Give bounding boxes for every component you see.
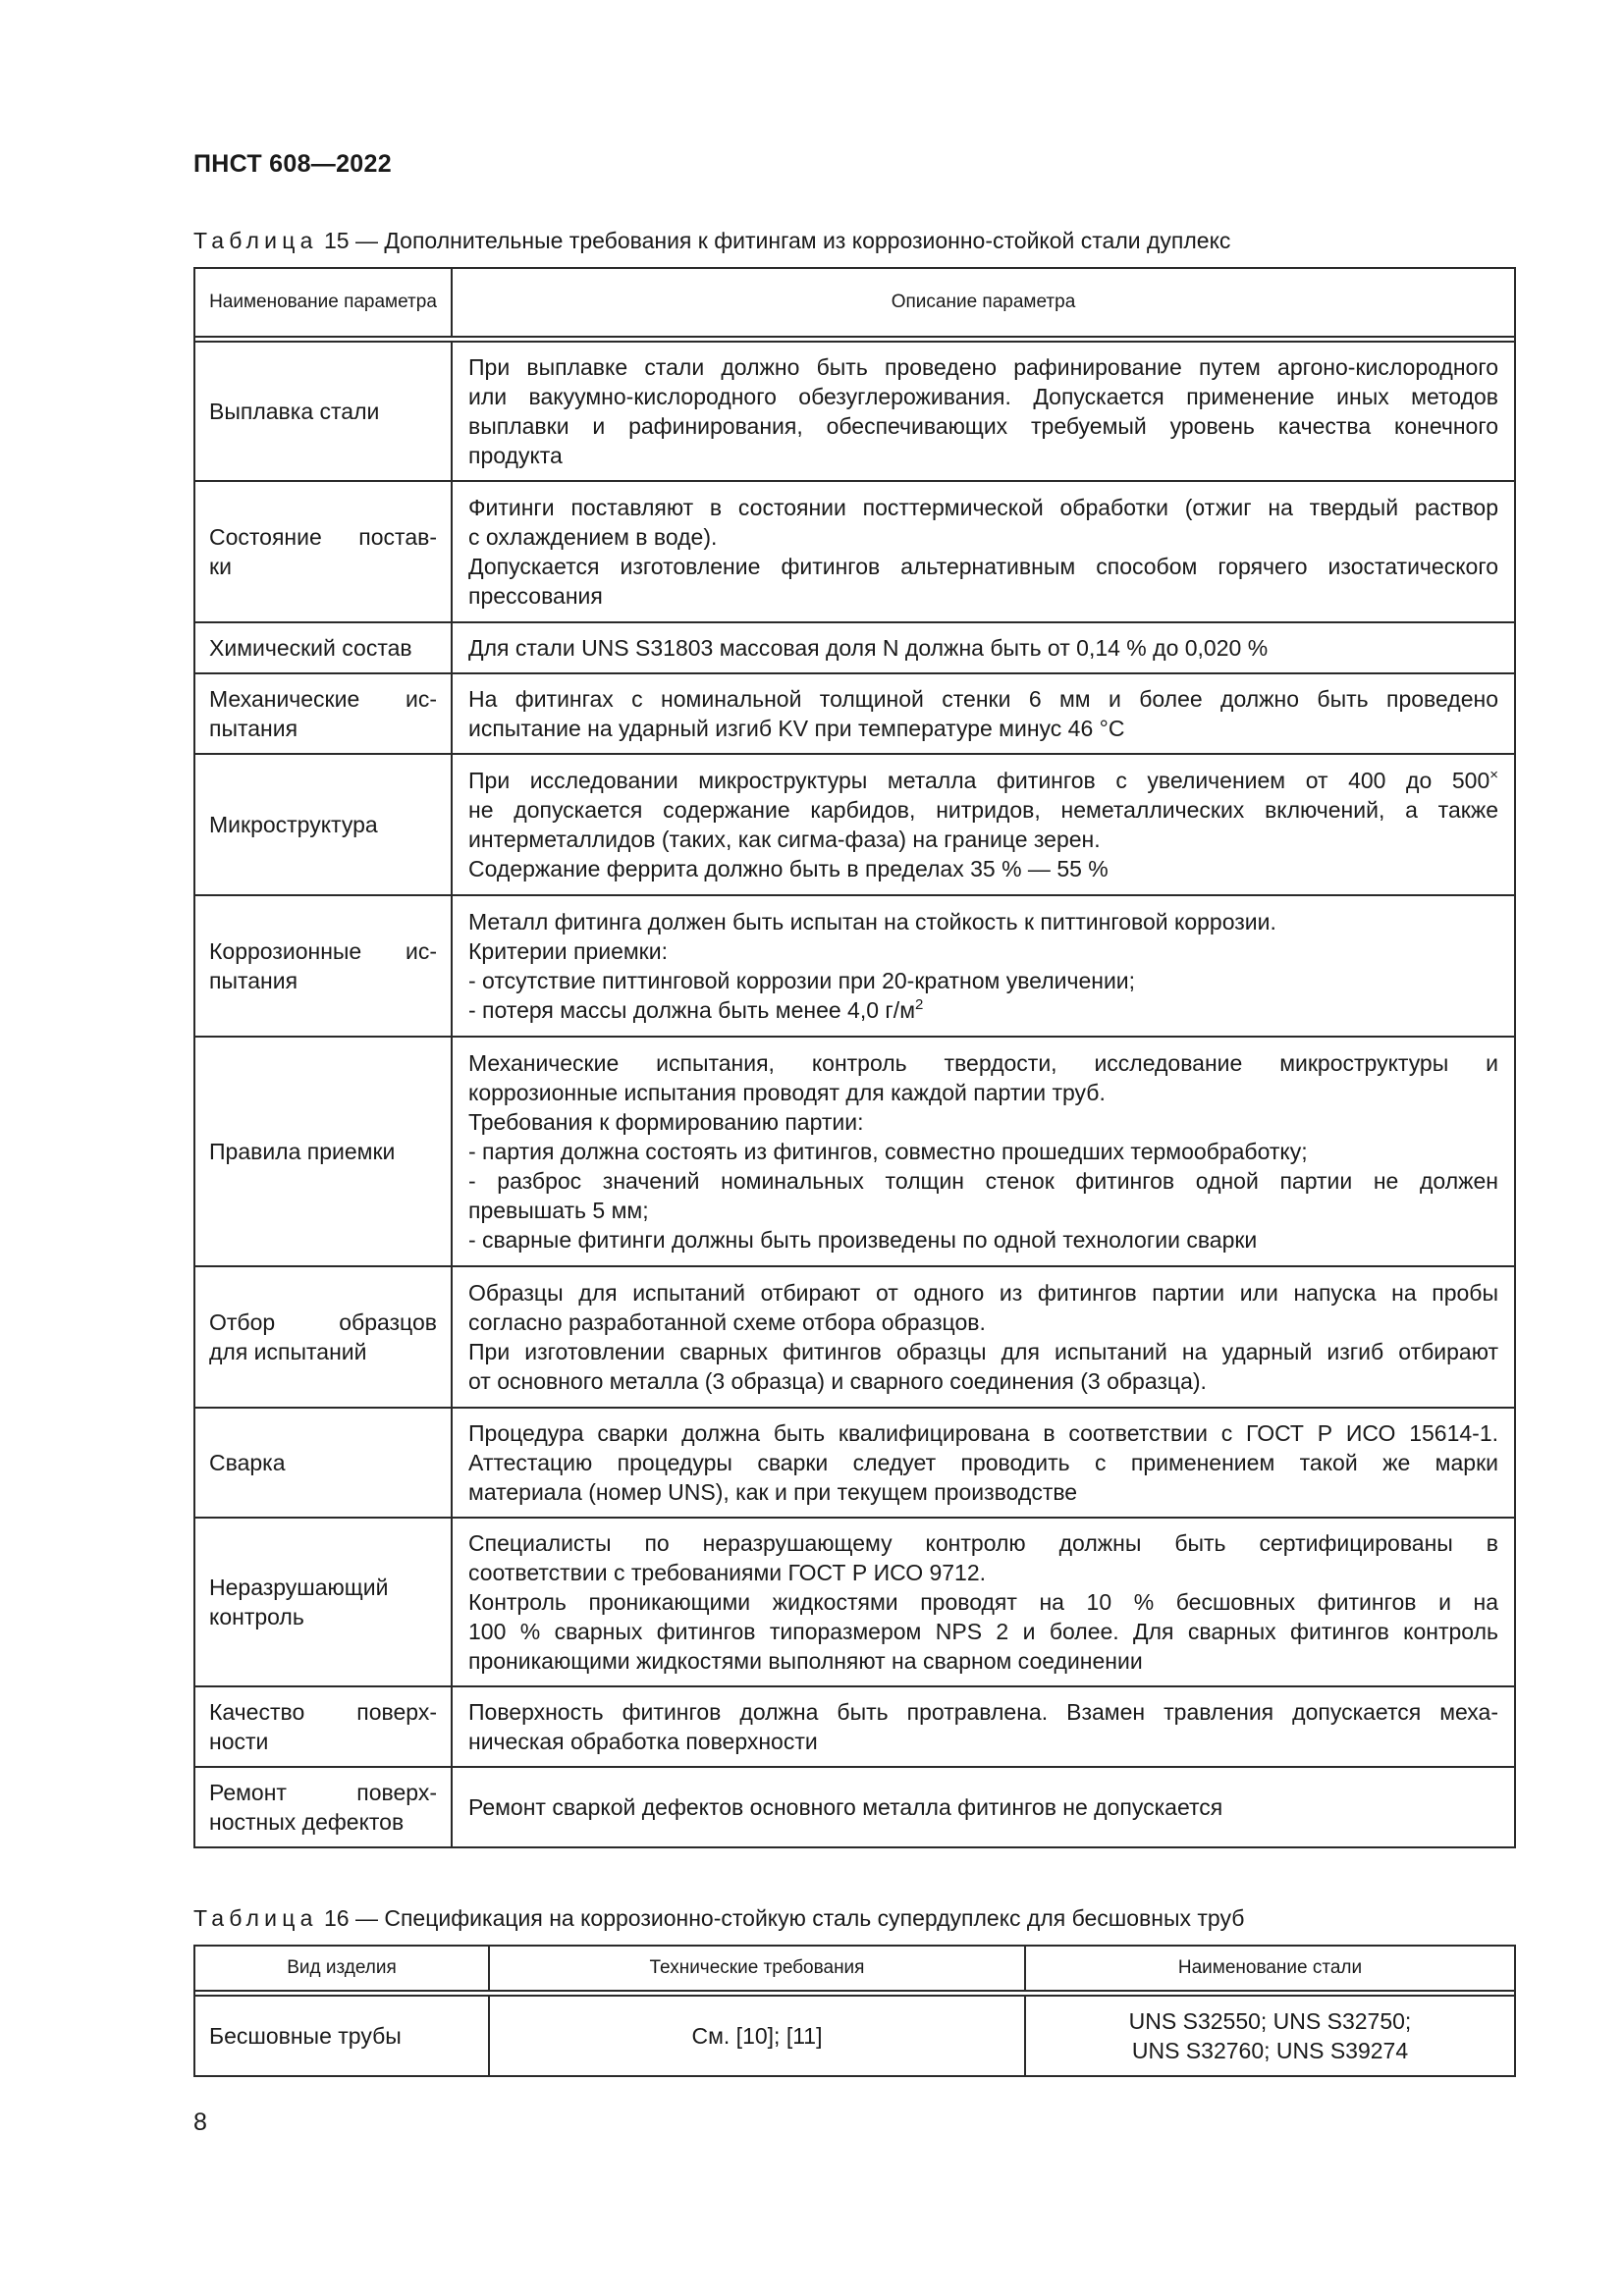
table-row [194, 895, 1515, 1037]
desc-cell [452, 481, 1515, 622]
table-row [194, 1408, 1515, 1518]
desc-line: Требования к формированию партии: [468, 1109, 864, 1135]
desc-text: При исследовании микроструктуры металла фитингов с увеличением от 400 до 500 [468, 768, 1490, 793]
param-cell [194, 1767, 452, 1847]
desc-cell [452, 673, 1515, 754]
param-cell [194, 1408, 452, 1518]
desc-line: коррозионные испытания проводят для каждой партии труб. [468, 1080, 1106, 1105]
table15-caption [193, 228, 1230, 254]
param-line: Сварка [209, 1450, 286, 1475]
superscript: × [1489, 767, 1498, 783]
param-cell [194, 1518, 452, 1686]
desc-line: Поверхность фитингов должна быть протравлена. Взамен травления допускается меха- [468, 1699, 1498, 1725]
desc-line: Для стали UNS S31803 массовая доля N должна быть от 0,14 % до 0,020 % [468, 635, 1269, 661]
table15 [193, 267, 1516, 1848]
param-line: Отбор образцов [209, 1309, 437, 1335]
desc-cell [452, 1408, 1515, 1518]
param-line: ностных дефектов [209, 1809, 405, 1835]
desc-cell [452, 1518, 1515, 1686]
desc-line: согласно разработанной схеме отбора образцов. [468, 1309, 986, 1335]
param-cell [194, 481, 452, 622]
desc-cell [452, 1037, 1515, 1266]
desc-line [468, 995, 1498, 1025]
desc-line: Контроль проникающими жидкостями проводят на 10 % бесшовных фитингов и на [468, 1589, 1498, 1615]
desc-cell [452, 1686, 1515, 1767]
product-cell: Бесшовные трубы [194, 1996, 489, 2076]
desc-line: - партия должна состоять из фитингов, совместно прошедших термообработку; [468, 1139, 1308, 1164]
param-line: пытания [209, 968, 298, 993]
desc-line: ническая обработка поверхности [468, 1729, 818, 1754]
table16-header-product: Вид изделия [194, 1946, 489, 1991]
table-row [194, 1037, 1515, 1266]
desc-line: - сварные фитинги должны быть произведены по одной технологии сварки [468, 1227, 1258, 1253]
param-cell [194, 622, 452, 673]
param-line: Неразрушающий [209, 1575, 389, 1600]
table-row [194, 622, 1515, 673]
param-line: ности [209, 1729, 269, 1754]
desc-line: материала (номер UNS), как и при текущем производстве [468, 1479, 1078, 1505]
table-row [194, 1767, 1515, 1847]
param-line: Ремонт поверх- [209, 1780, 437, 1805]
table-row [194, 342, 1515, 481]
table-row [194, 673, 1515, 754]
desc-line: Фитинги поставляют в состоянии посттермической обработки (отжиг на твердый раствор [468, 495, 1498, 520]
param-line: Химический состав [209, 635, 412, 661]
param-cell [194, 754, 452, 895]
desc-cell [452, 1266, 1515, 1408]
table15-header-param: Наименование параметра [194, 268, 452, 337]
table16-caption-word: Таблица [193, 1905, 318, 1931]
table16 [193, 1945, 1516, 2077]
desc-line: от основного металла (3 образца) и сварного соединения (3 образца). [468, 1368, 1207, 1394]
desc-line: продукта [468, 443, 563, 468]
document-code: ПНСТ 608—2022 [193, 150, 392, 178]
desc-cell [452, 1767, 1515, 1847]
table15-header-desc: Описание параметра [452, 268, 1515, 337]
desc-line: интерметаллидов (таких, как сигма-фаза) на границе зерен. [468, 827, 1101, 852]
param-line: Правила приемки [209, 1139, 396, 1164]
desc-line: выплавки и рафинирования, обеспечивающих требуемый уровень качества конечного [468, 413, 1498, 439]
desc-line: проникающими жидкостями выполняют на сварном соединении [468, 1648, 1143, 1674]
desc-text: - потеря массы должна быть менее 4,0 г/м [468, 997, 916, 1023]
table16-header-requirements: Технические требования [489, 1946, 1025, 1991]
desc-line: не допускается содержание карбидов, нитридов, неметаллических включений, а также [468, 797, 1498, 823]
table16-caption-text: 16 — Спецификация на коррозионно-стойкую сталь супердуплекс для бесшовных труб [323, 1905, 1245, 1931]
desc-cell [452, 622, 1515, 673]
table-row [194, 1686, 1515, 1767]
desc-line: Ремонт сваркой дефектов основного металла фитингов не допускается [468, 1794, 1223, 1820]
param-line: ки [209, 554, 232, 579]
desc-line: Специалисты по неразрушающему контролю должны быть сертифицированы в [468, 1530, 1498, 1556]
desc-line: Процедура сварки должна быть квалифицирована в соответствии с ГОСТ Р ИСО 15614-1. [468, 1420, 1498, 1446]
param-cell [194, 895, 452, 1037]
param-cell [194, 673, 452, 754]
desc-line: с охлаждением в воде). [468, 524, 718, 550]
steel-line: UNS S32550; UNS S32750; [1128, 2008, 1412, 2034]
table-row [194, 1996, 1515, 2076]
desc-line: соответствии с требованиями ГОСТ Р ИСО 9712. [468, 1560, 987, 1585]
param-cell [194, 1266, 452, 1408]
table16-header-steel: Наименование стали [1025, 1946, 1515, 1991]
param-line: Микроструктура [209, 812, 378, 837]
desc-line: Критерии приемки: [468, 938, 668, 964]
param-line: Выплавка стали [209, 399, 380, 424]
desc-line: Механические испытания, контроль твердости, исследование микроструктуры и [468, 1050, 1498, 1076]
param-line: Механические ис- [209, 686, 437, 712]
steel-cell [1025, 1996, 1515, 2076]
param-line: пытания [209, 716, 298, 741]
desc-line: Металл фитинга должен быть испытан на стойкость к питтинговой коррозии. [468, 909, 1276, 934]
param-line: для испытаний [209, 1339, 367, 1364]
param-line: Состояние постав- [209, 524, 437, 550]
desc-line: превышать 5 мм; [468, 1198, 649, 1223]
table16-caption [193, 1905, 1244, 1932]
desc-cell [452, 895, 1515, 1037]
steel-line: UNS S32760; UNS S39274 [1131, 2038, 1409, 2063]
table15-caption-text: 15 — Дополнительные требования к фитингам из коррозионно-стойкой стали дуплекс [323, 228, 1231, 253]
desc-line: При выплавке стали должно быть проведено рафинирование путем аргоно-кислородного [468, 354, 1498, 380]
desc-cell [452, 342, 1515, 481]
table15-body [194, 342, 1515, 1847]
param-line: Качество поверх- [209, 1699, 437, 1725]
requirements-cell: См. [10]; [11] [489, 1996, 1025, 2076]
desc-line: Допускается изготовление фитингов альтернативным способом горячего изостатического [468, 554, 1498, 579]
desc-cell [452, 754, 1515, 895]
desc-line: Образцы для испытаний отбирают от одного из фитингов партии или напуска на пробы [468, 1280, 1498, 1306]
desc-line: Аттестацию процедуры сварки следует проводить с применением такой же марки [468, 1450, 1498, 1475]
table-row [194, 754, 1515, 895]
table15-caption-word: Таблица [193, 228, 318, 253]
superscript: 2 [915, 996, 924, 1013]
desc-line: Содержание феррита должно быть в пределах 35 % — 55 % [468, 856, 1109, 881]
param-cell [194, 342, 452, 481]
desc-line: На фитингах с номинальной толщиной стенки 6 мм и более должно быть проведено [468, 686, 1498, 712]
desc-line: или вакуумно-кислородного обезуглероживания. Допускается применение иных методов [468, 384, 1498, 409]
desc-line: испытание на ударный изгиб KV при температуре минус 46 °С [468, 716, 1125, 741]
desc-line: прессования [468, 583, 603, 609]
desc-line: 100 % сварных фитингов типоразмером NPS 2 и более. Для сварных фитингов контроль [468, 1619, 1498, 1644]
desc-line: - разброс значений номинальных толщин стенок фитингов одной партии не должен [468, 1168, 1498, 1194]
param-cell [194, 1686, 452, 1767]
table-row [194, 1518, 1515, 1686]
desc-line: - отсутствие питтинговой коррозии при 20-кратном увеличении; [468, 968, 1136, 993]
table-row [194, 481, 1515, 622]
desc-line: При изготовлении сварных фитингов образцы для испытаний на ударный изгиб отбирают [468, 1339, 1498, 1364]
param-cell [194, 1037, 452, 1266]
param-line: контроль [209, 1604, 304, 1629]
table-row [194, 1266, 1515, 1408]
param-line: Коррозионные ис- [209, 938, 437, 964]
desc-line [468, 766, 1498, 795]
page-number: 8 [193, 2109, 207, 2136]
